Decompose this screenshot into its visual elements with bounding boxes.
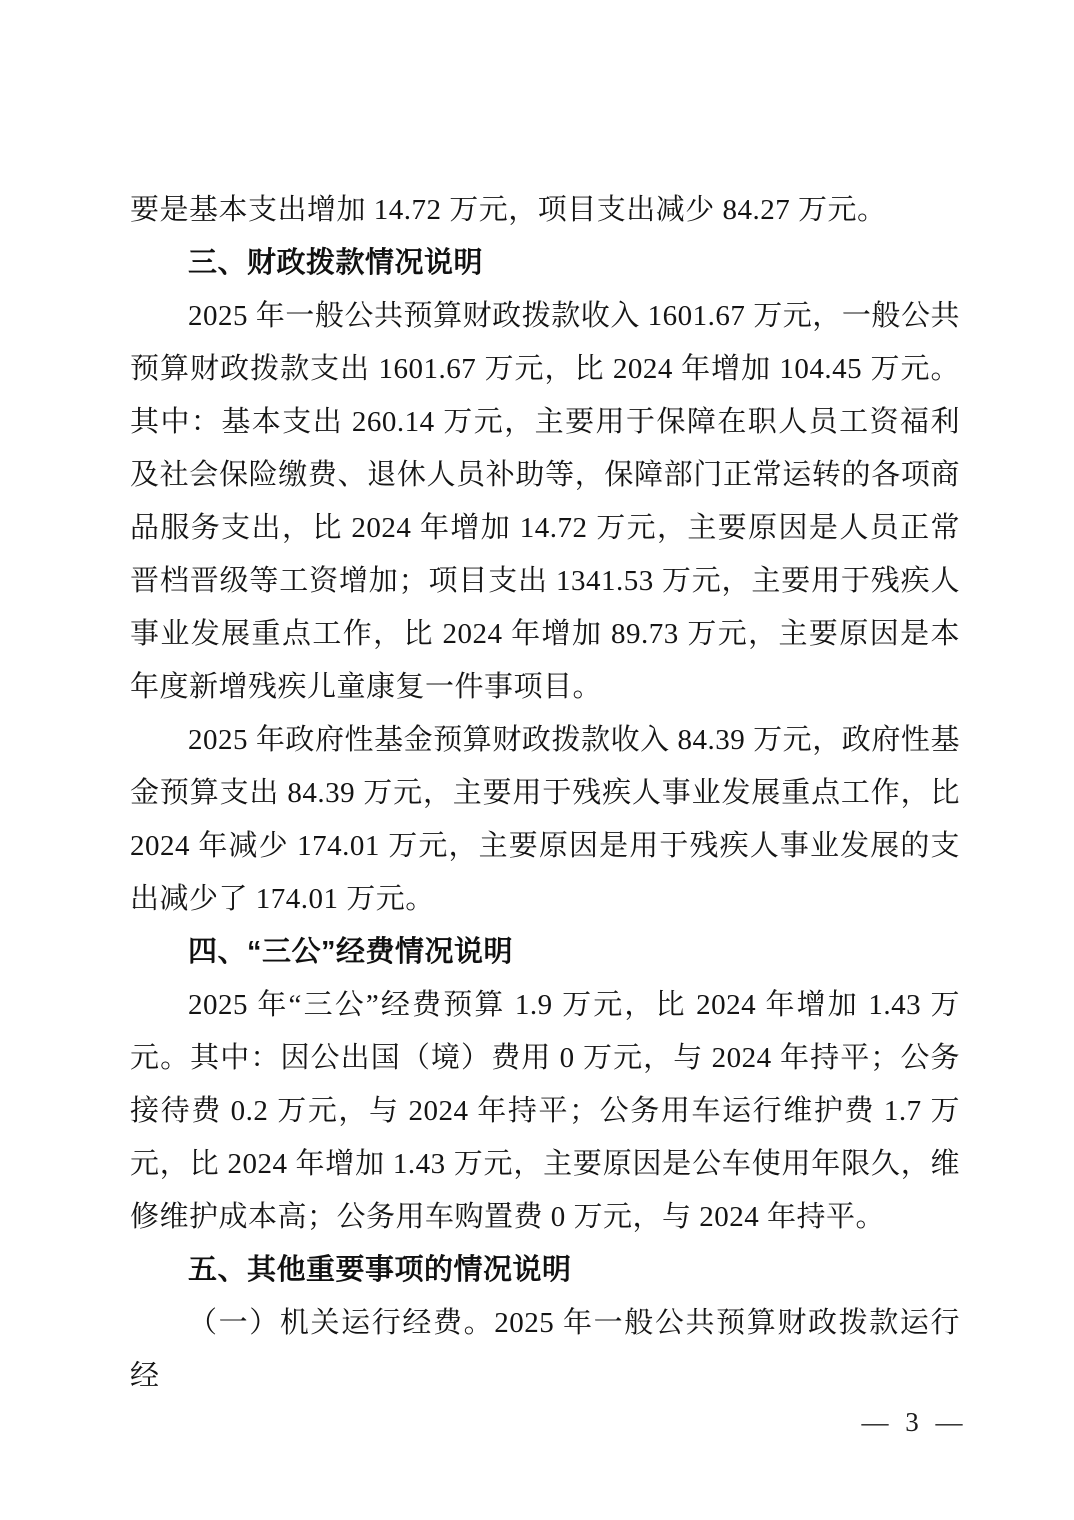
paragraph-three-public-expenses: 2025 年“三公”经费预算 1.9 万元，比 2024 年增加 1.43 万元。其中：因公出国（境）费用 0 万元，与 2024 年持平；公务接待费 0.2 万元，与 2024 年持平；公务用车运行维护费 1.7 万元，比 2024 年增加 1.43 万元，主要原因是公车使用年限久，维修维护成本高；公务用车购置费 0 万元，与 2024 年持平。	[130, 989, 960, 1233]
section-heading-other-important-matters: 五、其他重要事项的情况说明	[188, 1254, 572, 1286]
section-heading-three-public-expenses: 四、“三公”经费情况说明	[188, 936, 514, 968]
paragraph-government-fund-budget: 2025 年政府性基金预算财政拨款收入 84.39 万元，政府性基金预算支出 84.39 万元，主要用于残疾人事业发展重点工作，比 2024 年减少 174.01 万元，主要原因是用于残疾人事业发展的支出减少了 174.01 万元。	[130, 724, 960, 915]
paragraph-general-public-budget: 2025 年一般公共预算财政拨款收入 1601.67 万元，一般公共预算财政拨款支出 1601.67 万元，比 2024 年增加 104.45 万元。其中：基本支出 260.14 万元，主要用于保障在职人员工资福利及社会保险缴费、退休人员补助等，保障部门正常运转的各项商品服务支出，比 2024 年增加 14.72 万元，主要原因是人员正常晋档晋级等工资增加；项目支出 1341.53 万元，主要用于残疾人事业发展重点工作，比 2024 年增加 89.73 万元，主要原因是本年度新增残疾儿童康复一件事项目。	[130, 300, 960, 703]
document-body	[130, 184, 960, 1403]
section-heading-fiscal-appropriation: 三、财政拨款情况说明	[188, 247, 484, 279]
paragraph-budget-change-continuation: 要是基本支出增加 14.72 万元，项目支出减少 84.27 万元。	[130, 194, 887, 226]
page-number: — 3 —	[861, 1407, 963, 1437]
paragraph-agency-operating-expenses: （一）机关运行经费。2025 年一般公共预算财政拨款运行经	[130, 1307, 960, 1392]
